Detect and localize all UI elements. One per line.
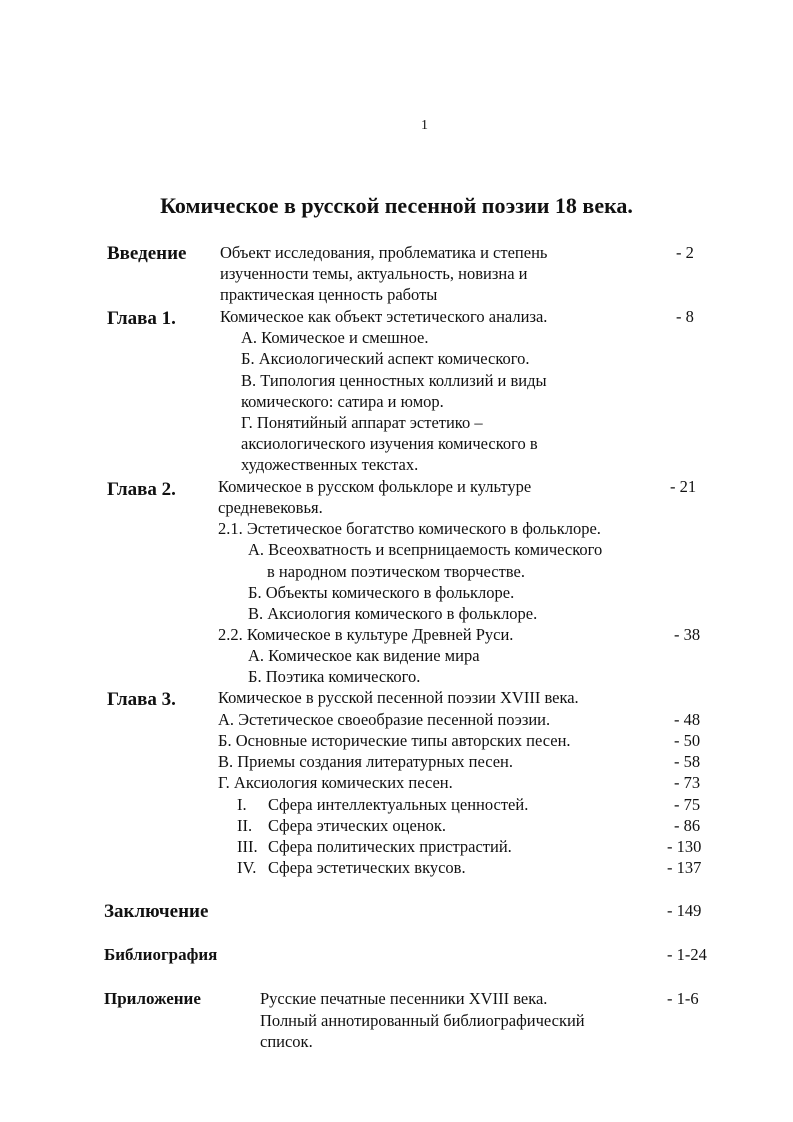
subitem-page: - 130 bbox=[667, 837, 702, 856]
appendix-label: Приложение bbox=[104, 989, 201, 1008]
chapter-2-title: Комическое в русском фольклоре и культуре bbox=[218, 477, 532, 496]
intro-label: Введение bbox=[107, 243, 187, 264]
chapter-3-title: Комическое в русской песенной поэзии XVIII века. bbox=[218, 688, 579, 707]
chapter-3-label: Глава 3. bbox=[107, 689, 176, 710]
chapter-1-title: Комическое как объект эстетического анализа. bbox=[220, 307, 548, 326]
chapter-3-item: Г. Аксиология комических песен. bbox=[218, 773, 453, 792]
subitem-text: Сфера политических пристрастий. bbox=[268, 837, 512, 856]
intro-line: изученности темы, актуальность, новизна и bbox=[220, 264, 528, 283]
subitem-number: III. bbox=[237, 837, 258, 856]
chapter-2-label: Глава 2. bbox=[107, 479, 176, 500]
section-2-2-item: А. Комическое как видение мира bbox=[248, 646, 480, 665]
section-2-2-title: 2.2. Комическое в культуре Древней Руси. bbox=[218, 625, 514, 644]
chapter-1-label: Глава 1. bbox=[107, 308, 176, 329]
subitem-page: - 86 bbox=[674, 816, 701, 835]
chapter-3-item-page: - 73 bbox=[674, 773, 701, 792]
subitem-number: I. bbox=[237, 795, 247, 814]
chapter-3-item-page: - 50 bbox=[674, 731, 701, 750]
appendix-line: Русские печатные песенники XVIII века. bbox=[260, 989, 548, 1008]
chapter-1-item: комического: сатира и юмор. bbox=[241, 392, 444, 411]
section-2-1-title: 2.1. Эстетическое богатство комического в фольклоре. bbox=[218, 519, 601, 538]
chapter-1-item: Г. Понятийный аппарат эстетико – bbox=[241, 413, 483, 432]
chapter-1-item: А. Комическое и смешное. bbox=[241, 328, 429, 347]
conclusion-page: - 149 bbox=[667, 901, 702, 920]
section-2-1-item: Б. Объекты комического в фольклоре. bbox=[248, 583, 515, 602]
page-number: 1 bbox=[421, 118, 428, 133]
subitem-number: II. bbox=[237, 816, 253, 835]
chapter-3-item-page: - 48 bbox=[674, 710, 701, 729]
bibliography-page: - 1-24 bbox=[667, 945, 707, 964]
subitem-page: - 75 bbox=[674, 795, 701, 814]
chapter-2-title: средневековья. bbox=[218, 498, 323, 517]
subitem-text: Сфера эстетических вкусов. bbox=[268, 858, 466, 877]
appendix-line: Полный аннотированный библиографический bbox=[260, 1011, 585, 1030]
chapter-1-item: художественных текстах. bbox=[241, 455, 419, 474]
chapter-1-item: В. Типология ценностных коллизий и виды bbox=[241, 371, 547, 390]
subitem-page: - 137 bbox=[667, 858, 702, 877]
section-2-1-item: А. Всеохватность и всепрницаемость комического bbox=[248, 540, 603, 559]
chapter-3-item: Б. Основные исторические типы авторских песен. bbox=[218, 731, 571, 750]
subitem-text: Сфера интеллектуальных ценностей. bbox=[268, 795, 529, 814]
chapter-1-item: Б. Аксиологический аспект комического. bbox=[241, 349, 530, 368]
chapter-3-item-page: - 58 bbox=[674, 752, 701, 771]
chapter-1-page: - 8 bbox=[676, 307, 694, 326]
conclusion-label: Заключение bbox=[104, 901, 209, 922]
section-2-2-page: - 38 bbox=[674, 625, 701, 644]
chapter-3-item: В. Приемы создания литературных песен. bbox=[218, 752, 514, 771]
intro-line: Объект исследования, проблематика и степень bbox=[220, 243, 548, 262]
bibliography-label: Библиография bbox=[104, 945, 218, 964]
chapter-3-item: А. Эстетическое своеобразие песенной поэзии. bbox=[218, 710, 551, 729]
page-title: Комическое в русской песенной поэзии 18 века. bbox=[160, 193, 633, 218]
appendix-page: - 1-6 bbox=[667, 989, 699, 1008]
section-2-1-item: в народном поэтическом творчестве. bbox=[267, 562, 525, 581]
chapter-2-page: - 21 bbox=[670, 477, 697, 496]
chapter-1-item: аксиологического изучения комического в bbox=[241, 434, 538, 453]
section-2-1-item: В. Аксиология комического в фольклоре. bbox=[248, 604, 538, 623]
appendix-line: список. bbox=[260, 1032, 313, 1051]
intro-line: практическая ценность работы bbox=[220, 285, 438, 304]
subitem-text: Сфера этических оценок. bbox=[268, 816, 447, 835]
section-2-2-item: Б. Поэтика комического. bbox=[248, 667, 421, 686]
subitem-number: IV. bbox=[237, 858, 257, 877]
intro-page: - 2 bbox=[676, 243, 694, 262]
